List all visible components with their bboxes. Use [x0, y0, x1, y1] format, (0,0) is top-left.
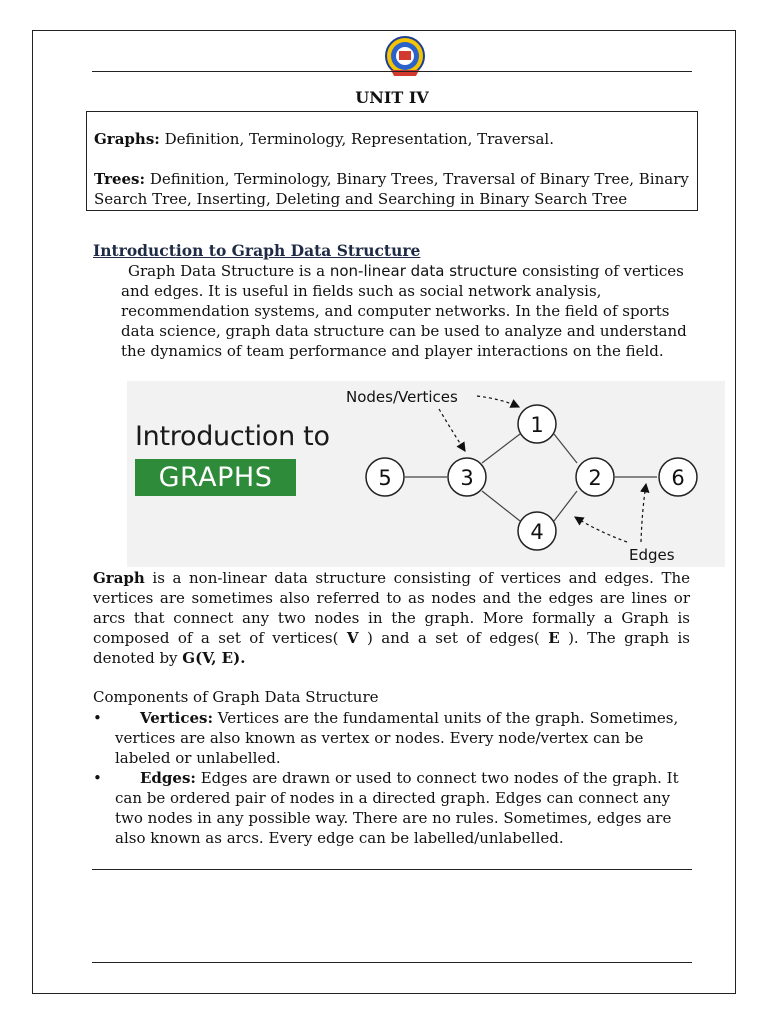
edge-1-2	[554, 434, 577, 463]
trees-text: Definition, Terminology, Binary Trees, Traversal of Binary Tree, Binary Search Tree, Inserting, Deleting and Searching in Binary Search Tree	[94, 170, 689, 208]
bullet-icon: •	[93, 769, 102, 787]
intro-para-emphasis: non-linear data structure	[329, 262, 518, 280]
e-symbol: E	[548, 629, 560, 647]
edge-3-4	[482, 491, 520, 521]
syllabus-graphs	[94, 129, 697, 149]
syllabus-box	[86, 111, 698, 211]
figure-badge: GRAPHS	[135, 459, 296, 496]
graph-term: Graph	[93, 569, 145, 587]
graph-definition	[93, 568, 690, 668]
intro-paragraph	[121, 261, 691, 361]
nodes-arrow-to-3	[439, 409, 465, 451]
list-item	[93, 768, 693, 848]
node-label-2: 2	[588, 466, 602, 490]
vertices-text: Vertices are the fundamental units of the graph. Sometimes, vertices are also known as vertex or nodes. Every node/vertex can be labeled or unlabelled.	[115, 709, 679, 767]
node-label-5: 5	[378, 466, 392, 490]
edges-arrow-to-2-6	[641, 484, 646, 542]
node-label-3: 3	[460, 466, 474, 490]
content-end-rule	[92, 869, 692, 870]
edge-3-1	[482, 434, 520, 463]
node-label-4: 4	[530, 520, 544, 544]
graph-diagram	[127, 381, 725, 567]
vertices-term: Vertices:	[140, 709, 213, 727]
edges-text: Edges are drawn or used to connect two nodes of the graph. It can be ordered pair of nodes in a directed graph. Edges can connect any two nodes in any possible way. There are no rules. Sometimes, edges are also known as arcs. Every edge can be labelled/unlabelled.	[115, 769, 679, 847]
node-label-6: 6	[671, 466, 685, 490]
trees-label: Trees:	[94, 170, 146, 188]
v-symbol: V	[346, 629, 359, 647]
definition-text-1: is a non-linear data structure consisting of vertices and edges. The vertices are sometimes also referred to as nodes and the edges are lines or arcs that connect any two nodes in the graph. More formally a Graph is composed of a set of vertices(	[93, 569, 690, 647]
graph-notation: G(V, E).	[182, 649, 246, 667]
nodes-arrow-to-1	[477, 396, 519, 407]
definition-text-2: ) and a set of edges(	[358, 629, 549, 647]
components-list	[93, 708, 693, 848]
intro-para-start: Graph Data Structure is a	[128, 262, 330, 280]
intro-heading: Introduction to Graph Data Structure	[93, 241, 421, 260]
list-item	[93, 708, 693, 768]
syllabus-trees	[94, 169, 697, 209]
node-label-1: 1	[530, 413, 544, 437]
edges-arrow-to-4-2	[575, 517, 627, 542]
intro-para-rest: consisting of vertices and edges. It is useful in fields such as social network analysis, recommendation systems, and computer networks. In the field of sports data science, graph data structure can be used to analyze and understand the dynamics of team performance and player interactions on the field.	[121, 262, 687, 360]
bullet-icon: •	[93, 709, 102, 727]
nodes-vertices-label: Nodes/Vertices	[346, 388, 458, 406]
graphs-text: Definition, Terminology, Representation, Traversal.	[159, 130, 554, 148]
components-heading: Components of Graph Data Structure	[93, 688, 379, 706]
graphs-label: Graphs:	[94, 130, 160, 148]
edges-label: Edges	[629, 546, 675, 564]
edges-term: Edges:	[140, 769, 196, 787]
graph-figure	[127, 381, 725, 567]
figure-title: Introduction to	[135, 421, 330, 452]
footer-rule	[92, 962, 692, 963]
definition-text-3: ). The graph is denoted by	[93, 629, 690, 667]
edge-4-2	[554, 491, 577, 521]
header-rule	[92, 71, 692, 72]
unit-title: UNIT IV	[355, 88, 429, 107]
